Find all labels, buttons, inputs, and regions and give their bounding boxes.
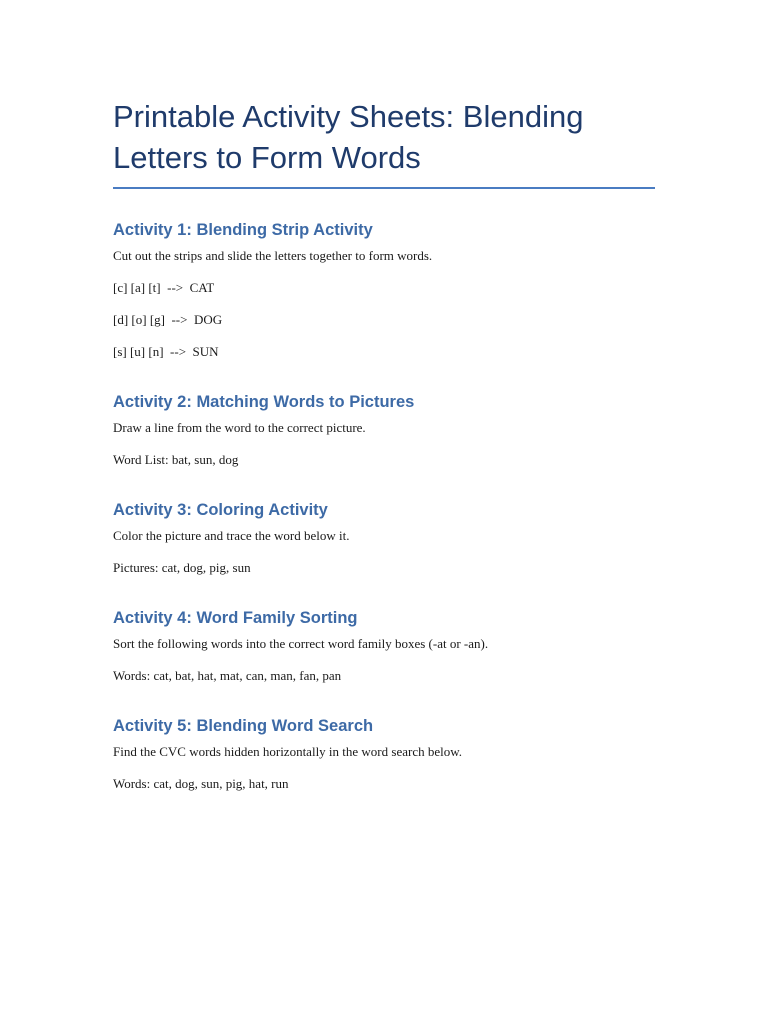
activity-5-heading: Activity 5: Blending Word Search [113, 717, 374, 735]
activity-2-section [113, 391, 655, 469]
activity-3-heading: Activity 3: Coloring Activity [113, 501, 328, 519]
activity-5-section [113, 715, 655, 793]
activity-2-instructions: Draw a line from the word to the correct picture. [113, 420, 366, 435]
activity-2-word-list: Word List: bat, sun, dog [113, 452, 239, 467]
activity-4-words: Words: cat, bat, hat, mat, can, man, fan, pan [113, 668, 342, 683]
activity-3-pictures: Pictures: cat, dog, pig, sun [113, 560, 251, 575]
title-line-1: Printable Activity Sheets: Blending [113, 99, 584, 134]
activity-5-words: Words: cat, dog, sun, pig, hat, run [113, 776, 289, 791]
title-divider [113, 187, 655, 189]
activity-5-instructions: Find the CVC words hidden horizontally in the word search below. [113, 744, 463, 759]
document-page [113, 96, 655, 793]
page-title [113, 96, 655, 178]
activity-4-heading: Activity 4: Word Family Sorting [113, 609, 358, 627]
blend-line-sun: [s] [u] [n] --> SUN [113, 344, 219, 359]
activity-3-section [113, 499, 655, 577]
activity-1-heading: Activity 1: Blending Strip Activity [113, 221, 373, 239]
activity-4-instructions: Sort the following words into the correct word family boxes (-at or -an). [113, 636, 489, 651]
title-line-2: Letters to Form Words [113, 140, 421, 175]
activity-2-heading: Activity 2: Matching Words to Pictures [113, 393, 415, 411]
blend-line-dog: [d] [o] [g] --> DOG [113, 312, 223, 327]
blend-line-cat: [c] [a] [t] --> CAT [113, 280, 215, 295]
activity-1-section [113, 219, 655, 361]
activity-4-section [113, 607, 655, 685]
activity-1-instructions: Cut out the strips and slide the letters together to form words. [113, 248, 433, 263]
activity-3-instructions: Color the picture and trace the word below it. [113, 528, 350, 543]
